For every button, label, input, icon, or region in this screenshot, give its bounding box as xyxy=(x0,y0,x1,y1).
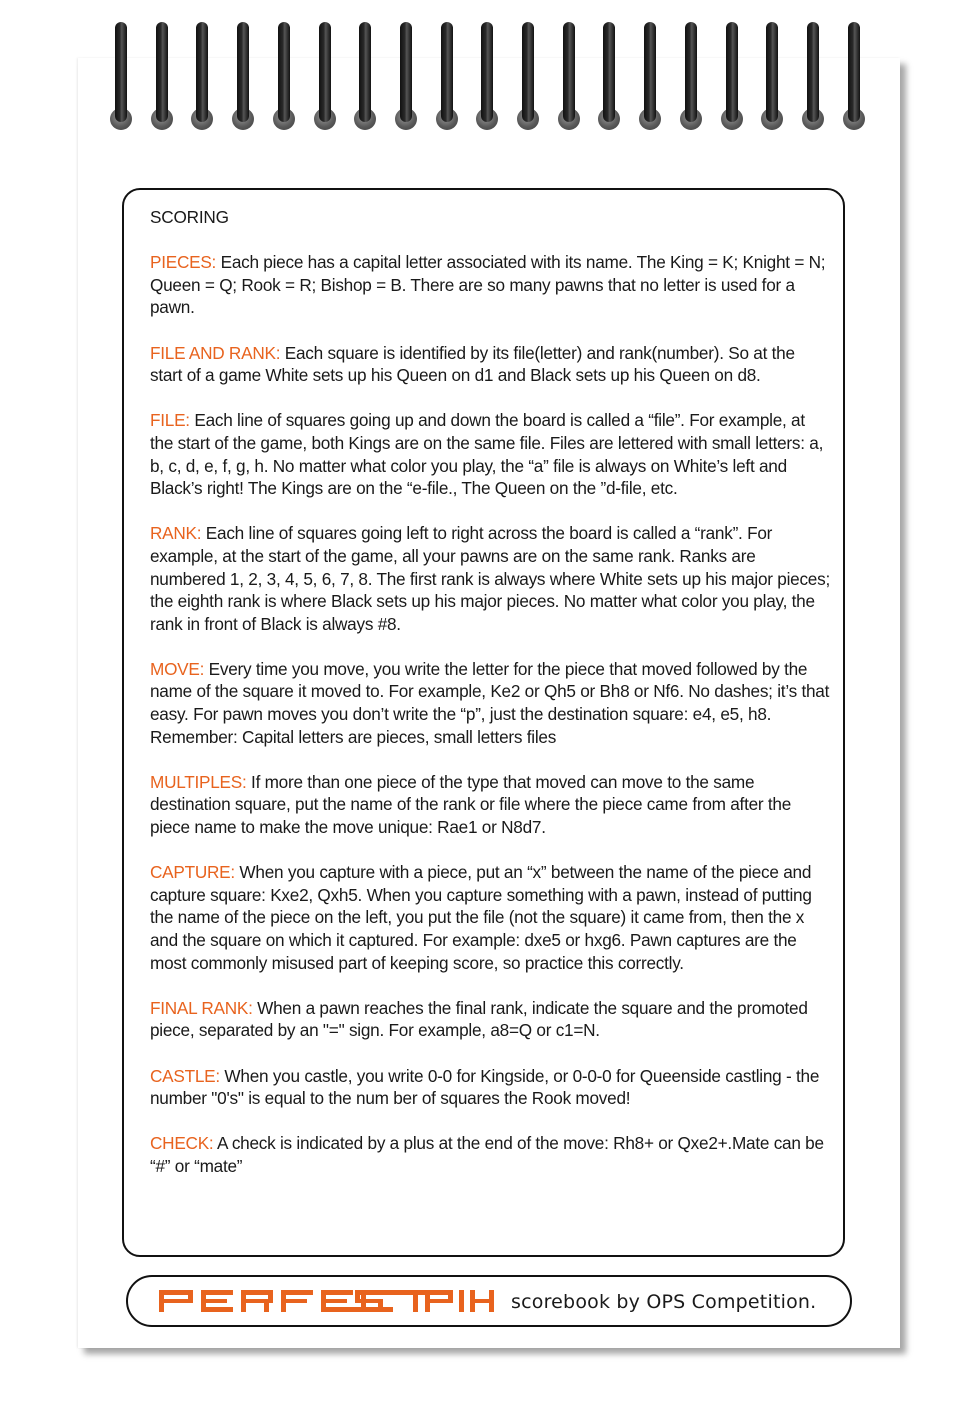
section-castle xyxy=(150,1065,830,1110)
section-text: When you castle, you write 0-0 for Kingside, or 0-0-0 for Queenside castling - the number "0's" is equal to the num ber of squares the Rook moved! xyxy=(150,1065,820,1109)
spiral-coil xyxy=(848,22,860,122)
section-term: RANK: xyxy=(150,523,202,544)
spiral-coil xyxy=(156,22,168,122)
section-text: Every time you move, you write the letter for the piece that moved followed by the name of the square it moved to. For example, Ke2 or Qh5 or Bh8 or Nf6. No dashes; it’s that easy. For pawn moves you don’t write the “p”, just the destination square: e4, e5, h8. Remember: Capital letters are pieces, small letters files xyxy=(150,658,830,747)
section-term: CASTLE: xyxy=(150,1065,220,1086)
section-check xyxy=(150,1132,830,1177)
section-text: Each line of squares going left to right across the board is called a “rank”. For example, at the start of the game, all your pawns are on the same rank. Ranks are numbered 1, 2, 3, 4, 5, 6, 7, 8. The first rank is always where White sets up his major pieces; the eighth rank is where Black sets up his major pieces. No matter what color you play, the rank in front of Black is always #8. xyxy=(150,523,830,634)
section-text: A check is indicated by a plus at the end of the move: Rh8+ or Qxe2+.Mate can be “#” or “mate” xyxy=(150,1133,824,1176)
section-rank xyxy=(150,522,830,635)
spiral-coil xyxy=(359,22,371,122)
spiral-coil xyxy=(481,22,493,122)
section-text: Each square is identified by its file(letter) and rank(number). So at the start of a game White sets up his Queen on d1 and Black sets up his Queen on d8. xyxy=(150,342,795,386)
spiral-coil xyxy=(766,22,778,122)
spiral-binding xyxy=(0,0,975,140)
section-text: When a pawn reaches the final rank, indicate the square and the promoted piece, separated by an "=" sign. For example, a8=Q or c1=N. xyxy=(150,997,808,1041)
spiral-coil xyxy=(603,22,615,122)
section-multiples xyxy=(150,771,830,839)
section-file xyxy=(150,409,830,499)
spiral-coil xyxy=(726,22,738,122)
section-move xyxy=(150,658,830,748)
section-term: FILE: xyxy=(150,410,190,431)
section-file-and-rank xyxy=(150,342,830,387)
section-term: PIECES: xyxy=(150,252,217,273)
section-term: FINAL RANK: xyxy=(150,997,253,1018)
section-term: MULTIPLES: xyxy=(150,771,247,792)
spiral-coil xyxy=(685,22,697,122)
section-term: FILE AND RANK: xyxy=(150,342,281,363)
spiral-coil xyxy=(278,22,290,122)
scoring-content xyxy=(150,206,830,1200)
perfect-strike-logo xyxy=(159,1290,501,1312)
section-final-rank xyxy=(150,997,830,1042)
section-text: Each line of squares going up and down the board is called a “file”. For example, at the start of the game, both Kings are on the same file. Files are lettered with small letters: a, b, c, d, e, f, g, h. No matter what color you play, the “a” file is always on White’s left and Black’s right! The Kings are on the “e-file., The Queen on the ”d-file, etc. xyxy=(150,410,824,499)
spiral-coil xyxy=(319,22,331,122)
page-heading: SCORING xyxy=(150,207,229,227)
section-term: MOVE: xyxy=(150,658,205,679)
section-term: CAPTURE: xyxy=(150,862,235,883)
section-capture xyxy=(150,861,830,974)
spiral-coil xyxy=(522,22,534,122)
spiral-coil xyxy=(400,22,412,122)
spiral-coil xyxy=(237,22,249,122)
section-text: When you capture with a piece, put an “x” between the name of the piece and capture square: Kxe2, Qxh5. When you capture something with a pawn, instead of putting the name of the piece on the left, you put the file (not the square) it came from, then the x and the square on which it captured. For example: dxe5 or hxg6. Pawn captures are the most commonly misused part of keeping score, so practice this correctly. xyxy=(150,862,812,973)
spiral-coil xyxy=(807,22,819,122)
spiral-coil xyxy=(196,22,208,122)
spiral-coil xyxy=(441,22,453,122)
spiral-coil xyxy=(644,22,656,122)
spiral-coil xyxy=(563,22,575,122)
section-pieces xyxy=(150,251,830,319)
section-text: If more than one piece of the type that moved can move to the same destination square, put the name of the rank or file where the piece came from after the piece name to make the move unique: Rae1 or N8d7. xyxy=(150,771,792,838)
section-term: CHECK: xyxy=(150,1133,214,1154)
section-text: Each piece has a capital letter associated with its name. The King = K; Knight = N; Queen = Q; Rook = R; Bishop = B. There are so many pawns that no letter is used for a pawn. xyxy=(150,252,826,318)
footer-tagline: scorebook by OPS Competition. xyxy=(511,1291,817,1313)
spiral-coil xyxy=(115,22,127,122)
